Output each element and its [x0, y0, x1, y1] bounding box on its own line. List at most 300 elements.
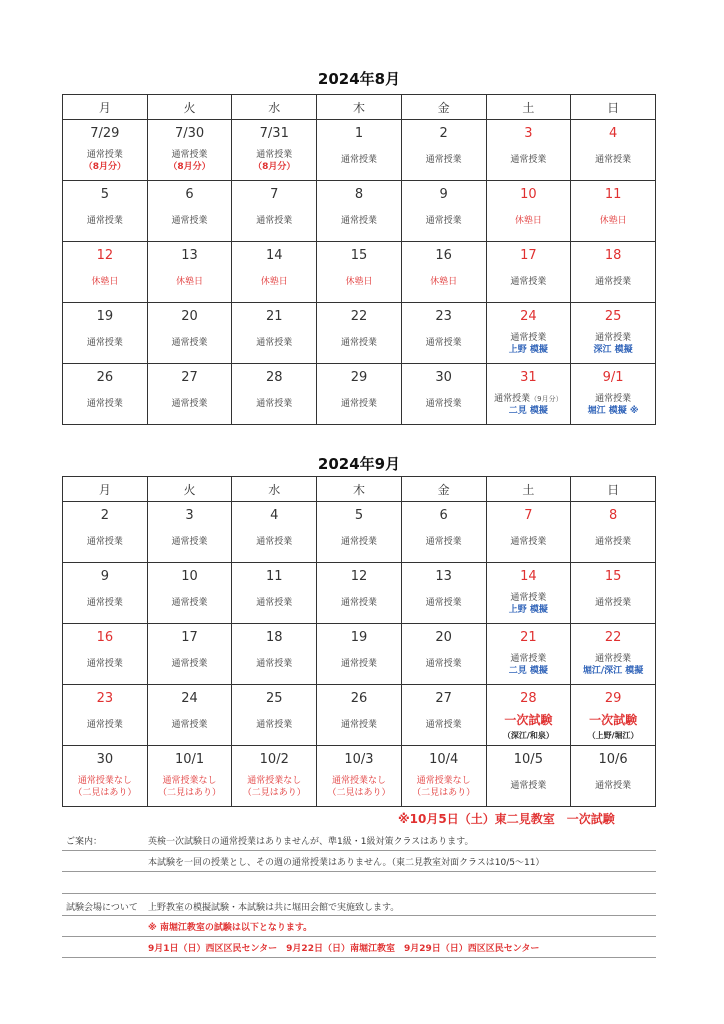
divider	[62, 915, 656, 916]
day-cell	[63, 502, 148, 563]
guide-line-2: 本試験を一回の授業とし、その週の通常授業はありません。（東二見教室対面クラスは10/5～11）	[148, 858, 545, 868]
day-number: 27	[181, 370, 198, 385]
lesson-text: 通常授業	[340, 537, 377, 547]
day-cell	[63, 624, 148, 685]
lesson-status	[317, 215, 401, 227]
lesson-status	[63, 658, 147, 670]
lesson-status	[571, 276, 655, 288]
day-number: 6	[185, 187, 194, 202]
lesson-text: 通常授業	[171, 150, 208, 160]
lesson-status	[317, 276, 401, 288]
day-cell	[486, 242, 571, 303]
lesson-text: 通常授業	[171, 659, 208, 669]
day-cell	[232, 685, 317, 746]
lesson-text: 通常授業	[425, 155, 462, 165]
day-number: 12	[96, 248, 114, 263]
lesson-text: 通常授業	[256, 399, 293, 409]
day-cell	[147, 685, 232, 746]
day-cell	[486, 624, 571, 685]
day-cell	[486, 685, 571, 746]
weekday-header: 土	[486, 477, 571, 502]
day-cell	[232, 181, 317, 242]
day-cell	[571, 303, 656, 364]
day-number: 23	[96, 691, 114, 706]
lesson-text: 通常授業	[510, 537, 547, 547]
venue-line-2: ※ 南堀江教室の試験は以下となります。	[148, 923, 313, 933]
lesson-text: 通常授業なし	[77, 776, 132, 786]
day-cell	[401, 624, 486, 685]
lesson-text: 通常授業	[171, 720, 208, 730]
day-number: 31	[520, 370, 537, 385]
lesson-text: 通常授業	[86, 537, 123, 547]
weekday-header: 木	[317, 477, 402, 502]
lesson-status	[317, 337, 401, 349]
lesson-text: 休塾日	[176, 277, 204, 287]
lesson-text: 通常授業	[595, 333, 632, 343]
lesson-note: 二見 模擬	[508, 406, 548, 416]
lesson-status	[232, 337, 316, 349]
weekday-header: 水	[232, 477, 317, 502]
lesson-text: 通常授業	[425, 537, 462, 547]
week-row	[63, 242, 656, 303]
day-cell	[401, 181, 486, 242]
day-cell	[232, 120, 317, 181]
day-number: 8	[354, 187, 364, 202]
day-number: 13	[181, 248, 198, 263]
lesson-status	[232, 719, 316, 731]
day-number: 17	[181, 630, 198, 645]
day-number: 30	[435, 370, 452, 385]
lesson-note: 堀江/深江 模擬	[582, 666, 644, 676]
day-cell	[147, 303, 232, 364]
day-number: 10/6	[598, 752, 628, 767]
lesson-status	[317, 658, 401, 670]
divider	[62, 893, 656, 894]
day-cell	[232, 746, 317, 807]
lesson-text: 通常授業	[595, 781, 632, 791]
day-cell	[63, 364, 148, 425]
day-number: 10/4	[429, 752, 459, 767]
lesson-status	[232, 276, 316, 288]
day-number: 21	[520, 630, 537, 645]
day-cell	[63, 303, 148, 364]
lesson-status	[402, 154, 486, 166]
day-cell	[63, 685, 148, 746]
lesson-status	[571, 780, 655, 792]
day-cell	[317, 364, 402, 425]
lesson-text: 通常授業なし	[416, 776, 471, 786]
lesson-note: （8月分）	[253, 162, 296, 172]
lesson-status	[571, 597, 655, 609]
lesson-status	[402, 658, 486, 670]
day-number: 20	[181, 309, 198, 324]
day-number: 10/5	[513, 752, 543, 767]
lesson-text: 通常授業	[510, 654, 547, 664]
lesson-status	[487, 780, 571, 792]
lesson-status	[63, 597, 147, 609]
day-cell	[147, 364, 232, 425]
divider	[62, 871, 656, 872]
lesson-text: 通常授業	[86, 338, 123, 348]
week-row	[63, 746, 656, 807]
lesson-status	[232, 215, 316, 227]
lesson-status	[63, 536, 147, 548]
day-number: 11	[265, 569, 283, 584]
lesson-text: 通常授業	[86, 720, 123, 730]
lesson-status	[402, 597, 486, 609]
weekday-header: 日	[571, 95, 656, 120]
oct5-exam-note: ※10月5日（土）東二見教室 一次試験	[398, 812, 615, 826]
day-number: 2	[100, 508, 109, 523]
day-number: 18	[604, 248, 622, 263]
weekday-header: 火	[147, 477, 232, 502]
weekday-header: 水	[232, 95, 317, 120]
day-number: 30	[96, 752, 114, 767]
lesson-text: 通常授業	[171, 399, 208, 409]
lesson-note: （二見はあり）	[412, 788, 476, 798]
lesson-text: 通常授業なし	[162, 776, 217, 786]
day-cell	[486, 746, 571, 807]
lesson-text: 通常授業	[340, 399, 377, 409]
day-number: 8	[608, 508, 618, 523]
lesson-text: 通常授業	[256, 720, 293, 730]
lesson-status	[63, 398, 147, 410]
lesson-text: 休塾日	[260, 277, 288, 287]
lesson-status	[571, 393, 655, 405]
lesson-text: 通常授業	[86, 659, 123, 669]
day-number: 19	[350, 630, 368, 645]
lesson-text: 通常授業	[425, 338, 462, 348]
lesson-text: 通常授業	[510, 593, 547, 603]
lesson-text: 通常授業	[595, 654, 632, 664]
lesson-status	[402, 398, 486, 410]
week-row	[63, 364, 656, 425]
day-number: 9/1	[602, 370, 624, 385]
day-number: 27	[435, 691, 452, 706]
week-row	[63, 303, 656, 364]
lesson-status	[148, 149, 232, 161]
lesson-text: 通常授業	[171, 216, 208, 226]
lesson-note: （8月分）	[83, 162, 126, 172]
guide-line-1: 英検一次試験日の通常授業はありませんが、準1級・1級対策クラスはあります。	[148, 837, 474, 847]
day-number: 2	[439, 126, 448, 141]
day-number: 10	[520, 187, 537, 202]
day-number: 28	[520, 691, 537, 706]
day-number: 21	[265, 309, 283, 324]
lesson-text: 休塾日	[430, 277, 458, 287]
day-cell	[317, 685, 402, 746]
day-cell	[317, 120, 402, 181]
day-cell	[232, 502, 317, 563]
day-number: 12	[350, 569, 368, 584]
day-number: 3	[185, 508, 194, 523]
day-number: 9	[100, 569, 109, 584]
day-cell	[232, 364, 317, 425]
lesson-text: 通常授業	[256, 216, 293, 226]
lesson-status	[402, 337, 486, 349]
guide-label: ご案内：	[66, 837, 103, 847]
day-cell	[571, 624, 656, 685]
lesson-text: 休塾日	[514, 216, 542, 226]
exam-label: 一次試験	[589, 713, 638, 727]
lesson-status	[571, 653, 655, 665]
day-number: 14	[265, 248, 283, 263]
day-number: 24	[181, 691, 198, 706]
lesson-status	[317, 775, 401, 787]
divider	[62, 957, 656, 958]
lesson-status	[232, 775, 316, 787]
lesson-status	[232, 398, 316, 410]
weekday-header: 金	[401, 477, 486, 502]
day-cell	[401, 685, 486, 746]
day-cell	[486, 303, 571, 364]
lesson-status	[571, 536, 655, 548]
lesson-note: （8月分）	[168, 162, 211, 172]
day-cell	[232, 242, 317, 303]
day-number: 14	[520, 569, 537, 584]
day-number: 13	[435, 569, 452, 584]
day-number: 7	[524, 508, 533, 523]
lesson-status	[148, 215, 232, 227]
august-title: 2024年8月	[317, 70, 401, 88]
lesson-status	[487, 332, 571, 344]
lesson-status	[148, 658, 232, 670]
lesson-status	[317, 719, 401, 731]
day-cell	[147, 242, 232, 303]
lesson-text: 通常授業	[86, 399, 123, 409]
day-cell	[232, 303, 317, 364]
lesson-status	[63, 775, 147, 787]
lesson-text: 休塾日	[345, 277, 373, 287]
lesson-text: 通常授業	[86, 216, 123, 226]
day-cell	[147, 746, 232, 807]
venue-line-1: 上野教室の模擬試験・本試験は共に堀田会館で実施致します。	[148, 903, 400, 913]
lesson-text: 通常授業	[340, 720, 377, 730]
day-number: 7/30	[174, 126, 205, 141]
day-cell	[317, 242, 402, 303]
lesson-status	[63, 276, 147, 288]
lesson-status	[571, 215, 655, 227]
day-number: 18	[265, 630, 283, 645]
day-cell	[317, 746, 402, 807]
lesson-text: 通常授業	[510, 333, 547, 343]
lesson-text: 通常授業	[256, 598, 293, 608]
day-cell	[63, 120, 148, 181]
weekday-header: 火	[147, 95, 232, 120]
day-cell	[401, 563, 486, 624]
weekday-header: 木	[317, 95, 402, 120]
lesson-text: 通常授業	[256, 338, 293, 348]
lesson-status	[63, 149, 147, 161]
lesson-status	[487, 154, 571, 166]
lesson-text: 通常授業	[340, 598, 377, 608]
day-number: 16	[96, 630, 114, 645]
day-cell	[317, 303, 402, 364]
day-number: 25	[604, 309, 622, 324]
weekday-header: 月	[63, 477, 148, 502]
day-cell	[401, 242, 486, 303]
lesson-status	[232, 658, 316, 670]
day-cell	[317, 181, 402, 242]
september-calendar	[62, 476, 656, 807]
lesson-text: 通常授業	[425, 598, 462, 608]
day-number: 10/1	[174, 752, 205, 767]
lesson-text: 通常授業	[340, 338, 377, 348]
day-cell	[486, 563, 571, 624]
day-number: 25	[265, 691, 283, 706]
day-cell	[401, 303, 486, 364]
day-number: 11	[604, 187, 622, 202]
day-cell	[147, 120, 232, 181]
lesson-note: （二見はあり）	[327, 788, 391, 798]
week-row	[63, 624, 656, 685]
lesson-status	[402, 719, 486, 731]
day-cell	[232, 563, 317, 624]
lesson-status	[317, 536, 401, 548]
day-number: 10/3	[344, 752, 374, 767]
day-cell	[147, 181, 232, 242]
lesson-text: 通常授業なし	[331, 776, 386, 786]
lesson-text: 通常授業	[510, 781, 547, 791]
day-cell	[317, 624, 402, 685]
lesson-text: 通常授業	[425, 399, 462, 409]
day-number: 15	[350, 248, 368, 263]
divider	[62, 936, 656, 937]
lesson-text: 通常授業	[86, 598, 123, 608]
day-number: 17	[520, 248, 537, 263]
day-number: 4	[608, 126, 618, 141]
week-row	[63, 502, 656, 563]
day-number: 26	[350, 691, 368, 706]
lesson-status	[148, 337, 232, 349]
day-cell	[63, 746, 148, 807]
lesson-status	[487, 653, 571, 665]
lesson-text: 通常授業	[340, 155, 377, 165]
weekday-header: 月	[63, 95, 148, 120]
weekday-header: 日	[571, 477, 656, 502]
lesson-status	[63, 215, 147, 227]
day-cell	[401, 746, 486, 807]
exam-locations: （深江/和泉）	[502, 731, 554, 740]
lesson-status	[571, 154, 655, 166]
day-number: 1	[354, 126, 364, 141]
september-title: 2024年9月	[317, 455, 401, 473]
lesson-note: 堀江 模擬 ※	[587, 406, 639, 416]
lesson-status	[402, 276, 486, 288]
day-cell	[571, 364, 656, 425]
lesson-status	[148, 597, 232, 609]
day-number: 24	[520, 309, 537, 324]
day-cell	[571, 120, 656, 181]
lesson-note: 上野 模擬	[508, 605, 548, 615]
day-number: 22	[350, 309, 368, 324]
lesson-text: 通常授業	[425, 216, 462, 226]
day-cell	[63, 563, 148, 624]
day-number: 6	[439, 508, 448, 523]
lesson-status	[402, 536, 486, 548]
lesson-text: 通常授業	[340, 659, 377, 669]
day-number: 15	[604, 569, 622, 584]
lesson-status	[571, 332, 655, 344]
lesson-note: 深江 模擬	[593, 345, 633, 355]
exam-label: 一次試験	[504, 713, 553, 727]
day-cell	[232, 624, 317, 685]
lesson-text: 通常授業	[595, 394, 632, 404]
day-number: 26	[96, 370, 114, 385]
lesson-status	[63, 337, 147, 349]
lesson-text: 通常授業	[256, 537, 293, 547]
lesson-status	[402, 775, 486, 787]
lesson-text: 通常授業	[595, 277, 632, 287]
lesson-text: 通常授業	[86, 150, 123, 160]
lesson-note: 上野 模擬	[508, 345, 548, 355]
lesson-text: 休塾日	[91, 277, 119, 287]
lesson-status	[317, 597, 401, 609]
day-cell	[317, 502, 402, 563]
day-number: 10/2	[259, 752, 289, 767]
lesson-text: 通常授業	[340, 216, 377, 226]
lesson-text: 通常授業	[171, 537, 208, 547]
divider	[62, 850, 656, 851]
day-number: 23	[435, 309, 452, 324]
lesson-status	[487, 276, 571, 288]
day-cell	[571, 746, 656, 807]
lesson-status	[487, 215, 571, 227]
lesson-text: 休塾日	[599, 216, 627, 226]
lesson-note: （二見はあり）	[242, 788, 306, 798]
venue-line-3: 9月1日（日）西区区民センター 9月22日（日）南堀江教室 9月29日（日）西区区民センター	[148, 944, 540, 954]
day-number: 5	[100, 187, 109, 202]
lesson-text: 通常授業	[256, 659, 293, 669]
lesson-text: 通常授業	[510, 155, 547, 165]
day-number: 28	[265, 370, 283, 385]
lesson-text: 通常授業なし	[247, 776, 302, 786]
day-cell	[401, 364, 486, 425]
day-number: 10	[181, 569, 198, 584]
lesson-status	[63, 719, 147, 731]
day-cell	[147, 563, 232, 624]
lesson-text: 通常授業	[494, 394, 531, 404]
lesson-status	[148, 276, 232, 288]
day-number: 16	[435, 248, 452, 263]
day-number: 19	[96, 309, 114, 324]
lesson-note: （二見はあり）	[158, 788, 222, 798]
lesson-text: 通常授業	[171, 598, 208, 608]
lesson-status	[487, 393, 571, 405]
lesson-text: 通常授業	[171, 338, 208, 348]
lesson-status	[148, 719, 232, 731]
week-row	[63, 181, 656, 242]
day-cell	[401, 120, 486, 181]
lesson-status	[317, 398, 401, 410]
lesson-status	[232, 536, 316, 548]
venue-label: 試験会場について	[66, 903, 138, 913]
day-cell	[147, 502, 232, 563]
week-row	[63, 120, 656, 181]
day-number: 7/29	[90, 126, 120, 141]
lesson-status	[148, 775, 232, 787]
lesson-text: 通常授業	[595, 537, 632, 547]
lesson-text: 通常授業	[256, 150, 293, 160]
weekday-header: 金	[401, 95, 486, 120]
day-number: 22	[604, 630, 622, 645]
day-number: 4	[270, 508, 279, 523]
week-row	[63, 563, 656, 624]
lesson-text: 通常授業	[510, 277, 547, 287]
lesson-status	[232, 149, 316, 161]
day-number: 3	[524, 126, 533, 141]
lesson-note: 二見 模擬	[508, 666, 548, 676]
